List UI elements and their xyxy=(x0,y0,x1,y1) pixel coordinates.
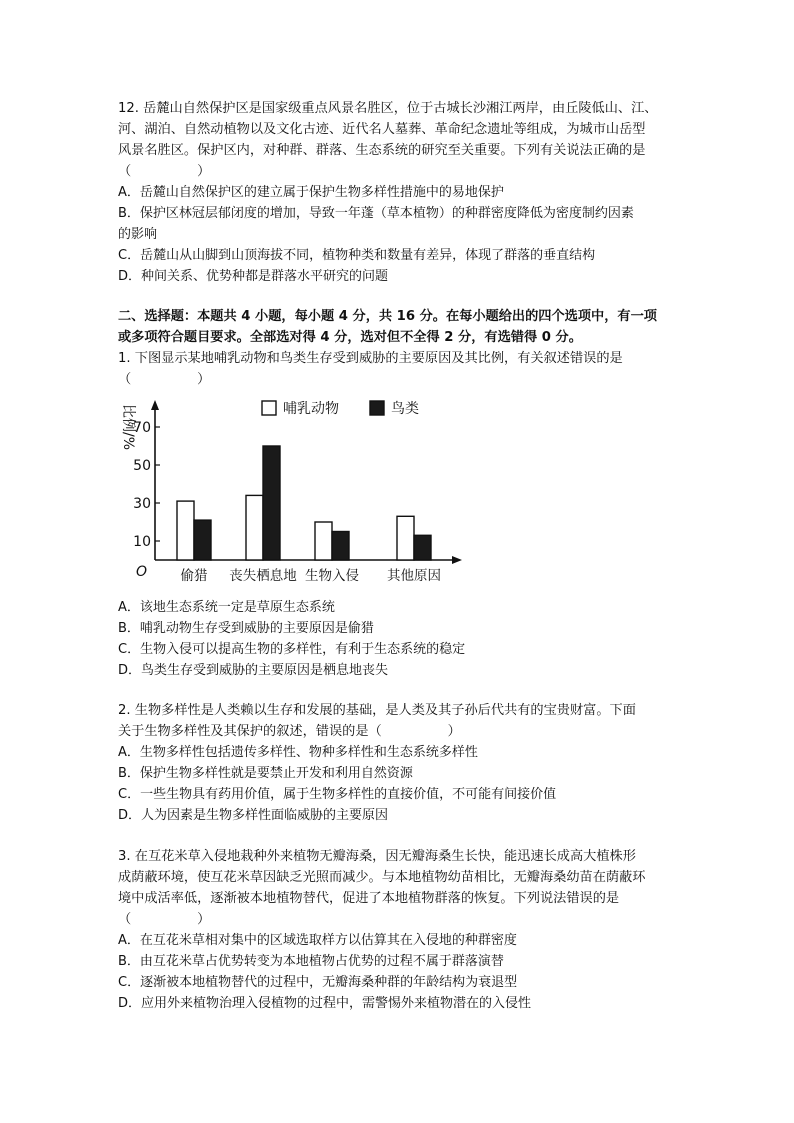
y-tick-label: 10 xyxy=(133,534,151,550)
q2-option-d: D．人为因素是生物多样性面临威胁的主要原因 xyxy=(118,808,389,823)
y-axis-label: 比例/% xyxy=(120,404,136,451)
q3-option-b: B．由互花米草占优势转变为本地植物占优势的过程不属于群落演替 xyxy=(118,954,504,969)
q1-option-b: B．哺乳动物生存受到威胁的主要原因是偷猎 xyxy=(118,621,374,636)
q12-option-b: B．保护区林冠层郁闭度的增加，导致一年蓬（草本植物）的种群密度降低为密度制约因素 xyxy=(118,206,634,221)
mammal-bar-2 xyxy=(246,495,263,560)
bird-legend-label: 鸟类 xyxy=(391,401,419,417)
q1-option-c: C．生物入侵可以提高生物的多样性，有利于生态系统的稳定 xyxy=(118,642,466,657)
q12-answer-blank: （ ） xyxy=(118,164,211,179)
q12-stem-line-2: 河、湖泊、自然动植物以及文化古迹、近代名人墓葬、革命纪念遗址等组成，为城市山岳型 xyxy=(118,122,646,137)
x-axis-arrow xyxy=(452,556,462,564)
bird-bar-2 xyxy=(263,446,280,560)
mammal-bar-4 xyxy=(397,516,414,560)
y-axis-arrow xyxy=(151,400,159,410)
mammal-bar-1 xyxy=(177,501,194,560)
q1-option-d: D．鸟类生存受到威胁的主要原因是栖息地丧失 xyxy=(118,663,389,678)
q12-stem-line-1: 12. 岳麓山自然保护区是国家级重点风景名胜区，位于古城长沙湘江两岸，由丘陵低山、江、 xyxy=(118,101,658,116)
q3-answer-blank: （ ） xyxy=(118,912,211,927)
x-category-label: 偷猎 xyxy=(180,568,208,584)
chart-legend xyxy=(262,400,419,417)
y-tick-label: 70 xyxy=(133,420,151,436)
threat-causes-bar-chart xyxy=(112,392,472,588)
q2-option-a: A．生物多样性包括遗传多样性、物种多样性和生态系统多样性 xyxy=(118,745,478,760)
q2-stem-line-1: 2. 生物多样性是人类赖以生存和发展的基础，是人类及其子孙后代共有的宝贵财富。下面 xyxy=(118,703,636,718)
q2-option-c: C．一些生物具有药用价值，属于生物多样性的直接价值，不可能有间接价值 xyxy=(118,787,557,802)
mammal-legend-label: 哺乳动物 xyxy=(283,401,339,417)
bird-legend-swatch xyxy=(370,401,384,415)
q3-stem-line-1: 3. 在互花米草入侵地栽种外来植物无瓣海桑，因无瓣海桑生长快，能迅速长成高大植株形 xyxy=(118,849,636,864)
y-tick-label: 50 xyxy=(133,458,151,474)
q1-answer-blank: （ ） xyxy=(118,372,211,387)
q1-stem-line-1: 1. 下图显示某地哺乳动物和鸟类生存受到威胁的主要原因及其比例，有关叙述错误的是 xyxy=(118,351,623,366)
q3-option-c: C．逐渐被本地植物替代的过程中，无瓣海桑种群的年龄结构为衰退型 xyxy=(118,975,518,990)
x-category-label: 生物入侵 xyxy=(305,568,359,584)
mammal-bar-3 xyxy=(315,522,332,560)
q1-option-a: A．该地生态系统一定是草原生态系统 xyxy=(118,600,335,615)
q12-option-c: C．岳麓山从山脚到山顶海拔不同，植物种类和数量有差异，体现了群落的垂直结构 xyxy=(118,248,596,263)
bird-bar-1 xyxy=(194,520,211,560)
origin-label: O xyxy=(135,564,147,580)
mammal-legend-swatch xyxy=(262,401,276,415)
q3-stem-line-2: 成荫蔽环境，使互花米草因缺乏光照而减少。与本地植物幼苗相比，无瓣海桑幼苗在荫蔽环 xyxy=(118,870,646,885)
bird-bar-3 xyxy=(332,532,349,561)
x-category-label: 其他原因 xyxy=(387,568,441,584)
section2-heading-line-1: 二、选择题：本题共 4 小题，每小题 4 分，共 16 分。在每小题给出的四个选项中，有一项 xyxy=(118,309,657,324)
q3-stem-line-3: 境中成活率低，逐渐被本地植物替代，促进了本地植物群落的恢复。下列说法错误的是 xyxy=(118,891,620,906)
section2-heading-line-2: 或多项符合题目要求。全部选对得 4 分，选对但不全得 2 分，有选错得 0 分。 xyxy=(118,330,582,345)
q3-option-a: A．在互花米草相对集中的区域选取样方以估算其在入侵地的种群密度 xyxy=(118,933,517,948)
q2-option-b: B．保护生物多样性就是要禁止开发和利用自然资源 xyxy=(118,766,413,781)
y-tick-label: 30 xyxy=(133,496,151,512)
q2-stem-line-2: 关于生物多样性及其保护的叙述，错误的是（ ） xyxy=(118,724,461,739)
q12-option-a: A．岳麓山自然保护区的建立属于保护生物多样性措施中的易地保护 xyxy=(118,185,504,200)
q12-option-d: D．种间关系、优势种都是群落水平研究的问题 xyxy=(118,269,389,284)
bird-bar-4 xyxy=(414,535,431,560)
q3-option-d: D．应用外来植物治理入侵植物的过程中，需警惕外来植物潜在的入侵性 xyxy=(118,996,532,1011)
chart-bars xyxy=(177,446,431,560)
q12-stem-line-3: 风景名胜区。保护区内，对种群、群落、生态系统的研究至关重要。下列有关说法正确的是 xyxy=(118,143,646,158)
q12-option-b-continued: 的影响 xyxy=(118,227,158,242)
x-category-label: 丧失栖息地 xyxy=(229,568,297,584)
